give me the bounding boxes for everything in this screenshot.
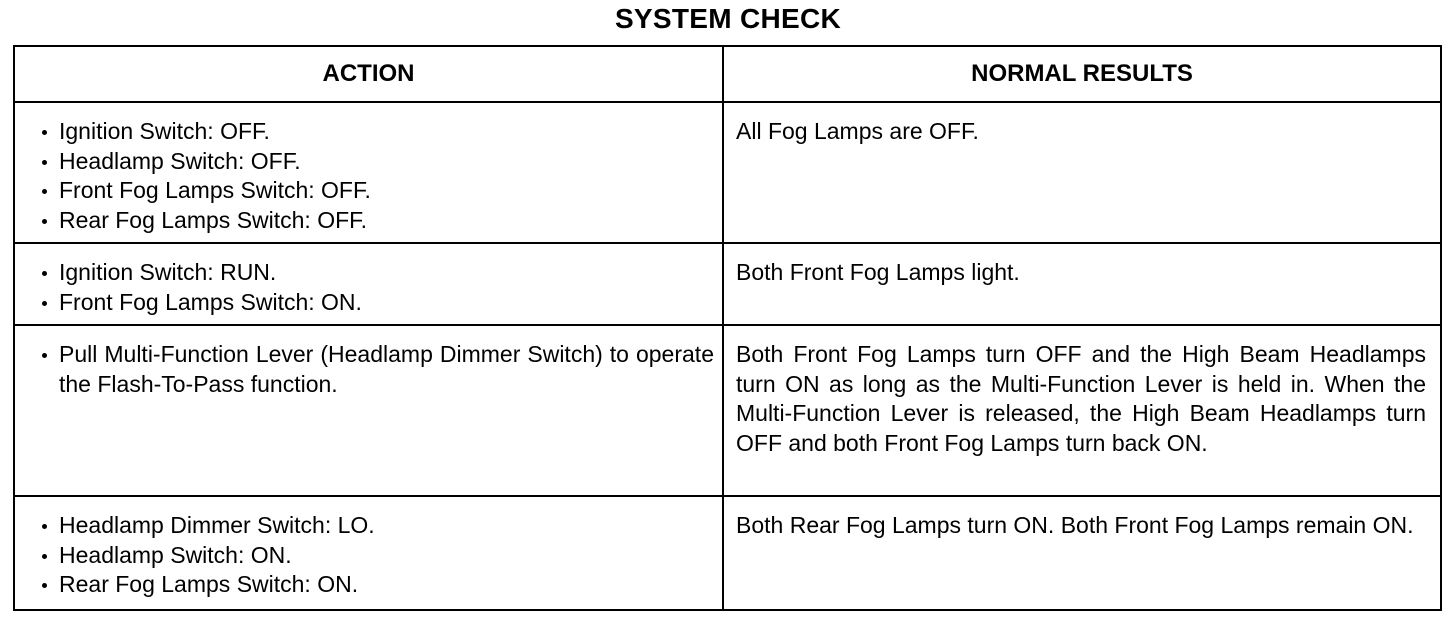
result-text: Both Front Fog Lamps turn OFF and the High Beam Headlamps turn ON as long as the Multi-Function Lever is held in. When the Multi-Function Lever is released, the High Beam Headlamps turn OFF and both Front Fog Lamps turn back ON. — [736, 341, 1426, 456]
result-cell — [723, 325, 1441, 496]
table-header-row — [14, 46, 1441, 102]
action-list — [15, 326, 722, 399]
action-list — [15, 497, 722, 600]
column-header-action: ACTION — [14, 46, 723, 102]
action-item: Front Fog Lamps Switch: OFF. — [59, 176, 714, 206]
result-text: Both Front Fog Lamps light. — [736, 259, 1020, 285]
result-cell — [723, 102, 1441, 243]
action-list — [15, 244, 722, 317]
action-item: Ignition Switch: OFF. — [59, 117, 714, 147]
system-check-table — [13, 45, 1442, 611]
column-header-normal-results: NORMAL RESULTS — [723, 46, 1441, 102]
action-item: Front Fog Lamps Switch: ON. — [59, 288, 714, 318]
action-item: Headlamp Switch: ON. — [59, 541, 714, 571]
result-cell — [723, 243, 1441, 325]
action-item: Ignition Switch: RUN. — [59, 258, 714, 288]
action-item: Pull Multi-Function Lever (Headlamp Dimmer Switch) to operate the Flash-To-Pass function. — [59, 340, 714, 399]
result-cell — [723, 496, 1441, 610]
table-row — [14, 325, 1441, 496]
table-row — [14, 243, 1441, 325]
action-list — [15, 103, 722, 235]
action-item: Headlamp Switch: OFF. — [59, 147, 714, 177]
action-item: Headlamp Dimmer Switch: LO. — [59, 511, 714, 541]
action-item: Rear Fog Lamps Switch: OFF. — [59, 206, 714, 236]
action-cell — [14, 102, 723, 243]
result-text: All Fog Lamps are OFF. — [736, 118, 979, 144]
action-cell — [14, 243, 723, 325]
action-cell — [14, 325, 723, 496]
result-text: Both Rear Fog Lamps turn ON. Both Front Fog Lamps remain ON. — [736, 512, 1414, 538]
action-cell — [14, 496, 723, 610]
action-item: Rear Fog Lamps Switch: ON. — [59, 570, 714, 600]
page-title: SYSTEM CHECK — [614, 3, 842, 34]
table-row — [14, 102, 1441, 243]
table-row — [14, 496, 1441, 610]
